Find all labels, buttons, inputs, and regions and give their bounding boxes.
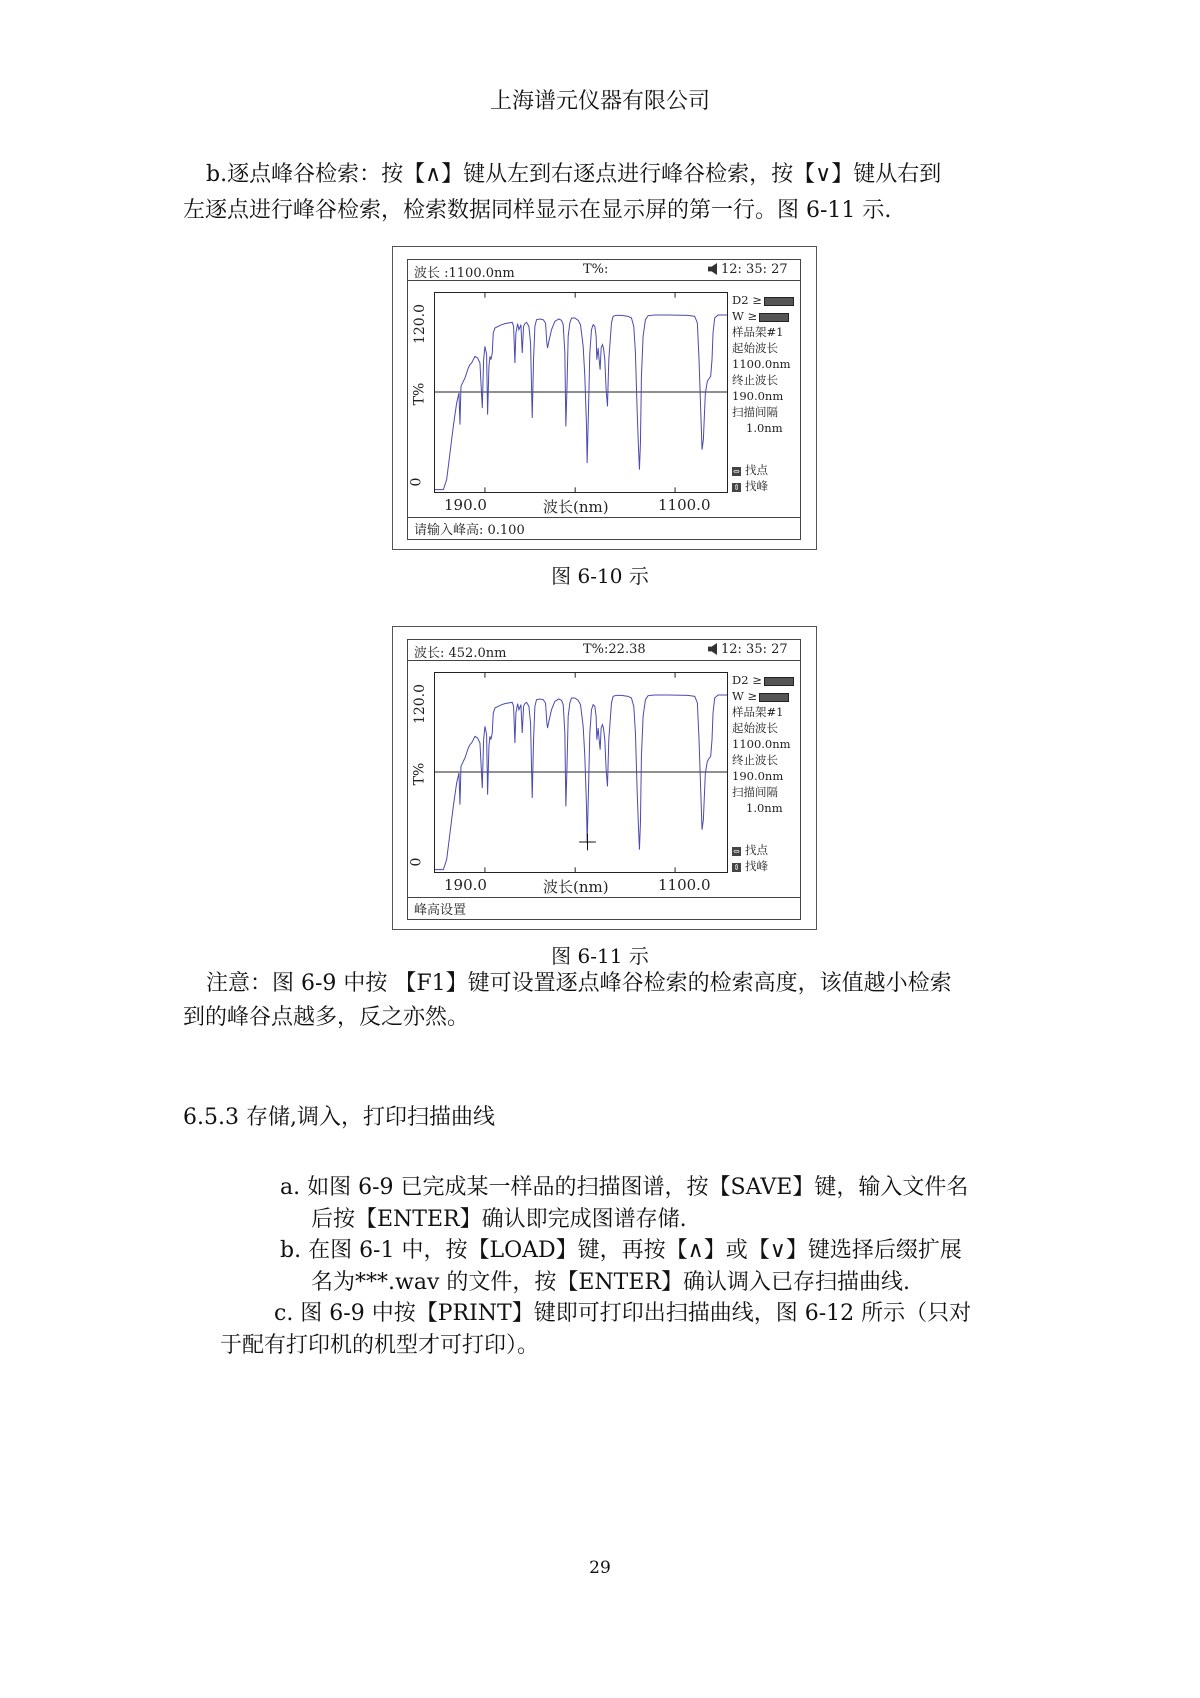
scan-interval-label: 扫描间隔 [732,405,778,419]
w-lamp-indicator-icon [759,693,789,702]
transmittance-readout: T%: [583,262,609,277]
left-right-key-icon: ⇔ [733,846,740,856]
find-peak-key: ⇕ 找峰 [733,859,768,873]
end-wavelength-value: 190.0nm [732,389,784,403]
up-down-key-icon: ⇕ [733,862,740,872]
w-lamp-status: W ≥ [732,688,802,704]
clock-readout: 12: 35: 27 [721,262,788,277]
clock-readout: 12: 35: 27 [721,642,788,657]
lcd-top-bar [408,260,800,281]
x-axis-left-label: 190.0 [444,496,487,514]
start-wavelength-value: 1100.0nm [732,737,791,751]
spectrum-plot [434,292,728,493]
end-wavelength-label: 终止波长 [732,753,778,767]
para-b-line2: 左逐点进行峰谷检索，检索数据同样显示在显示屏的第一行。图 6-11 示. [183,198,892,223]
y-axis-title: T% [411,382,428,406]
lcd-status-line: 峰高设置 [408,897,800,920]
d2-lamp-status: D2 ≥ [732,292,802,308]
sample-holder: 样品架#1 [732,325,784,339]
para-b-line1: b.逐点峰谷检索：按【∧】键从左到右逐点进行峰谷检索，按【∨】键从右到 [206,162,942,187]
y-axis-bottom-label: 0 [408,857,425,867]
y-axis-top-label: 120.0 [412,683,429,725]
spectrum-curve [435,695,727,870]
lcd-top-bar [408,640,800,661]
w-lamp-indicator-icon [759,313,789,322]
lcd-status-line: 请输入峰高: 0.100 [408,517,800,540]
start-wavelength-value: 1100.0nm [732,357,791,371]
scan-parameters-panel [732,292,802,494]
scan-interval-value: 1.0nm [746,801,783,815]
x-axis-title: 波长(nm) [543,498,609,516]
y-axis-title: T% [411,762,428,786]
wavelength-readout: 波长 :1100.0nm [414,266,515,281]
find-point-key: ⇔ 找点 [733,463,768,477]
end-wavelength-value: 190.0nm [732,769,784,783]
page-number: 29 [589,1558,611,1578]
speaker-icon [708,263,717,275]
x-axis-right-label: 1100.0 [658,496,711,514]
x-axis-title: 波长(nm) [543,878,609,896]
scan-interval-label: 扫描间隔 [732,785,778,799]
item-c-line2: 于配有打印机的机型才可打印）。 [220,1333,540,1358]
lcd-screen [407,639,801,920]
lcd-screen [407,259,801,540]
y-axis-top-label: 120.0 [412,303,429,345]
find-point-key: ⇔ 找点 [733,843,768,857]
instrument-screen-figure [392,626,817,930]
d2-lamp-indicator-icon [764,677,794,686]
item-b-line2: 名为***.wav 的文件，按【ENTER】确认调入已存扫描曲线. [311,1270,910,1295]
item-a-line1: a. 如图 6-9 已完成某一样品的扫描图谱，按【SAVE】键，输入文件名 [280,1175,969,1200]
up-down-key-icon: ⇕ [733,482,740,492]
instrument-screen-figure [392,246,817,550]
speaker-icon [708,643,717,655]
scan-parameters-panel [732,672,802,874]
find-peak-key: ⇕ 找峰 [733,479,768,493]
item-c-line1: c. 图 6-9 中按【PRINT】键即可打印出扫描曲线，图 6-12 所示（只对 [274,1301,972,1326]
y-axis-bottom-label: 0 [408,477,425,487]
company-header: 上海谱元仪器有限公司 [489,89,710,114]
note-line2: 到的峰谷点越多，反之亦然。 [183,1005,470,1030]
wavelength-readout: 波长: 452.0nm [414,646,507,661]
end-wavelength-label: 终止波长 [732,373,778,387]
spectrum-curve [435,315,727,490]
note-line1: 注意：图 6-9 中按 【F1】键可设置逐点峰谷检索的检索高度，该值越小检索 [206,971,952,996]
d2-lamp-status: D2 ≥ [732,672,802,688]
scan-interval-value: 1.0nm [746,421,783,435]
start-wavelength-label: 起始波长 [732,721,778,735]
spectrum-plot [434,672,728,873]
sample-holder: 样品架#1 [732,705,784,719]
item-b-line1: b. 在图 6-1 中，按【LOAD】键，再按【∧】或【∨】键选择后缀扩展 [280,1238,962,1263]
x-axis-left-label: 190.0 [444,876,487,894]
crosshair-cursor [579,834,596,851]
d2-lamp-indicator-icon [764,297,794,306]
x-axis-right-label: 1100.0 [658,876,711,894]
section-title: 6.5.3 存储,调入，打印扫描曲线 [183,1105,495,1130]
start-wavelength-label: 起始波长 [732,341,778,355]
item-a-line2: 后按【ENTER】确认即完成图谱存储. [311,1207,687,1232]
w-lamp-status: W ≥ [732,308,802,324]
transmittance-readout: T%:22.38 [583,642,646,657]
figure-caption: 图 6-10 示 [551,564,649,588]
figure-caption: 图 6-11 示 [551,944,649,968]
left-right-key-icon: ⇔ [733,466,740,476]
